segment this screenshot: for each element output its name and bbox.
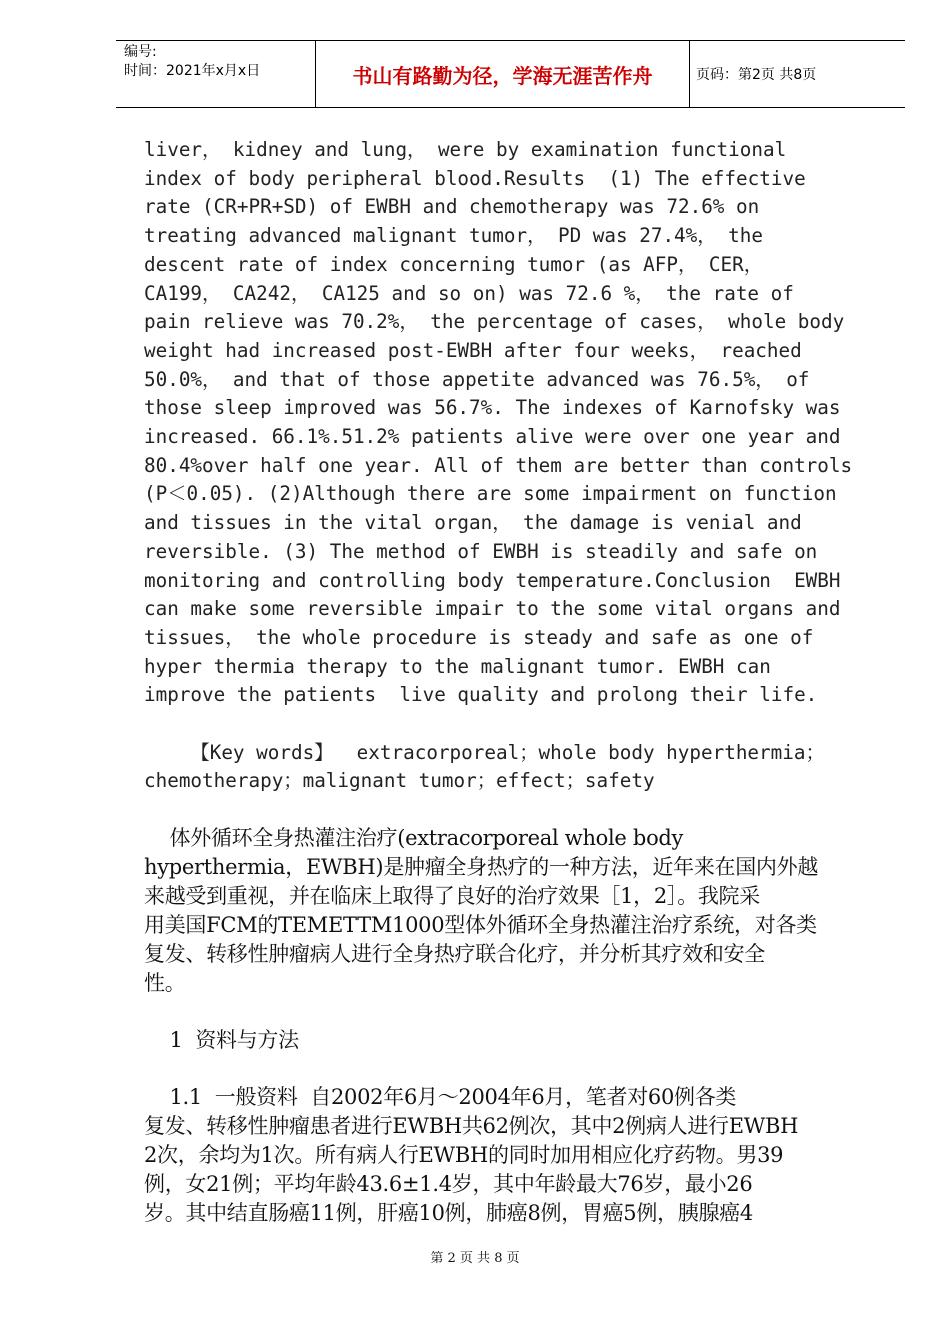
abstract-line: hyper thermia therapy to the malignant tumor. EWBH can [144, 654, 771, 678]
header-motto: 书山有路勤为径，学海无涯苦作舟 [352, 63, 653, 88]
header-meta [124, 43, 260, 81]
page-footer: 第 2 页 共 8 页 [430, 1251, 520, 1266]
abstract-line: index of body peripheral blood.Results (1) The effective [144, 166, 806, 190]
abstract-line: CA199， CA242， CA125 and so on) was 72.6 %， the rate of [144, 281, 794, 305]
keywords-line: chemotherapy；malignant tumor；effect；safety [144, 769, 655, 793]
abstract-line: 50.0%， and that of those appetite advanced was 76.5%， of [144, 367, 810, 391]
intro-line: 性。 [144, 971, 186, 996]
keywords-line: 【Key words】 extracorporeal；whole body hyperthermia； [144, 740, 825, 764]
general-data-line: 例，女21例；平均年龄43.6±1.4岁，其中年龄最大76岁，最小26 [144, 1172, 753, 1197]
intro-paragraph [144, 824, 884, 998]
abstract-line: improve the patients live quality and prolong their life. [144, 683, 818, 707]
abstract-line: descent rate of index concerning tumor (as AFP， CER， [144, 252, 763, 276]
abstract-line: 80.4%over half one year. All of them are better than controls [144, 453, 853, 477]
section-heading [144, 1026, 884, 1055]
section-heading-text: 1 资料与方法 [144, 1028, 299, 1053]
abstract-line: weight had increased post-EWBH after four weeks， reached [144, 338, 802, 362]
header-divider-right [689, 41, 690, 107]
abstract-line: treating advanced malignant tumor， PD was 27.4%， the [144, 224, 763, 248]
general-data-line: 岁。其中结直肠癌11例，肝癌10例，肺癌8例，胃癌5例，胰腺癌4 [144, 1201, 753, 1226]
general-data-paragraph [144, 1083, 884, 1228]
header-page-info: 页码：第2页 共8页 [696, 67, 817, 83]
general-data-line: 1.1 一般资料 自2002年6月～2004年6月，笔者对60例各类 [144, 1085, 737, 1110]
abstract-line: and tissues in the vital organ， the damage is venial and [144, 511, 802, 535]
document-body [144, 136, 884, 1228]
abstract-line: tissues， the whole procedure is steady and safe as one of [144, 625, 814, 649]
abstract-line: rate (CR+PR+SD) of EWBH and chemotherapy was 72.6% on [144, 195, 760, 219]
abstract-line: increased. 66.1%.51.2% patients alive were over one year and [144, 425, 841, 449]
general-data-line: 复发、转移性肿瘤患者进行EWBH共62例次，其中2例病人进行EWBH [144, 1114, 799, 1139]
general-data-line: 2次，余均为1次。所有病人行EWBH的同时加用相应化疗药物。男39 [144, 1143, 784, 1168]
abstract-line: can make some reversible impair to the some vital organs and [144, 597, 841, 621]
intro-line: 来越受到重视，并在临床上取得了良好的治疗效果［1，2］。我院采 [144, 884, 760, 909]
abstract-line: liver， kidney and lung， were by examination functional [144, 138, 787, 161]
abstract-line: monitoring and controlling body temperature.Conclusion EWBH [144, 568, 841, 592]
intro-line: 复发、转移性肿瘤病人进行全身热疗联合化疗，并分析其疗效和安全 [144, 942, 765, 967]
abstract-line: pain relieve was 70.2%， the percentage of cases， whole body [144, 310, 845, 334]
intro-line: hyperthermia，EWBH)是肿瘤全身热疗的一种方法，近年来在国内外越 [144, 855, 819, 880]
page-header [116, 40, 905, 108]
abstract-paragraph [144, 136, 884, 710]
abstract-line: those sleep improved was 56.7%. The indexes of Karnofsky was [144, 396, 841, 420]
abstract-line: reversible. (3) The method of EWBH is steadily and safe on [144, 539, 818, 563]
document-time-label: 时间：2021年x月x日 [124, 63, 261, 79]
intro-line: 体外循环全身热灌注治疗(extracorporeal whole body [144, 826, 684, 851]
intro-line: 用美国FCM的TEMETTM1000型体外循环全身热灌注治疗系统，对各类 [144, 913, 817, 938]
keywords-paragraph [144, 739, 884, 796]
document-number-label: 编号: [124, 44, 157, 60]
abstract-line: (P＜0.05). (2)Although there are some impairment on function [144, 482, 837, 506]
